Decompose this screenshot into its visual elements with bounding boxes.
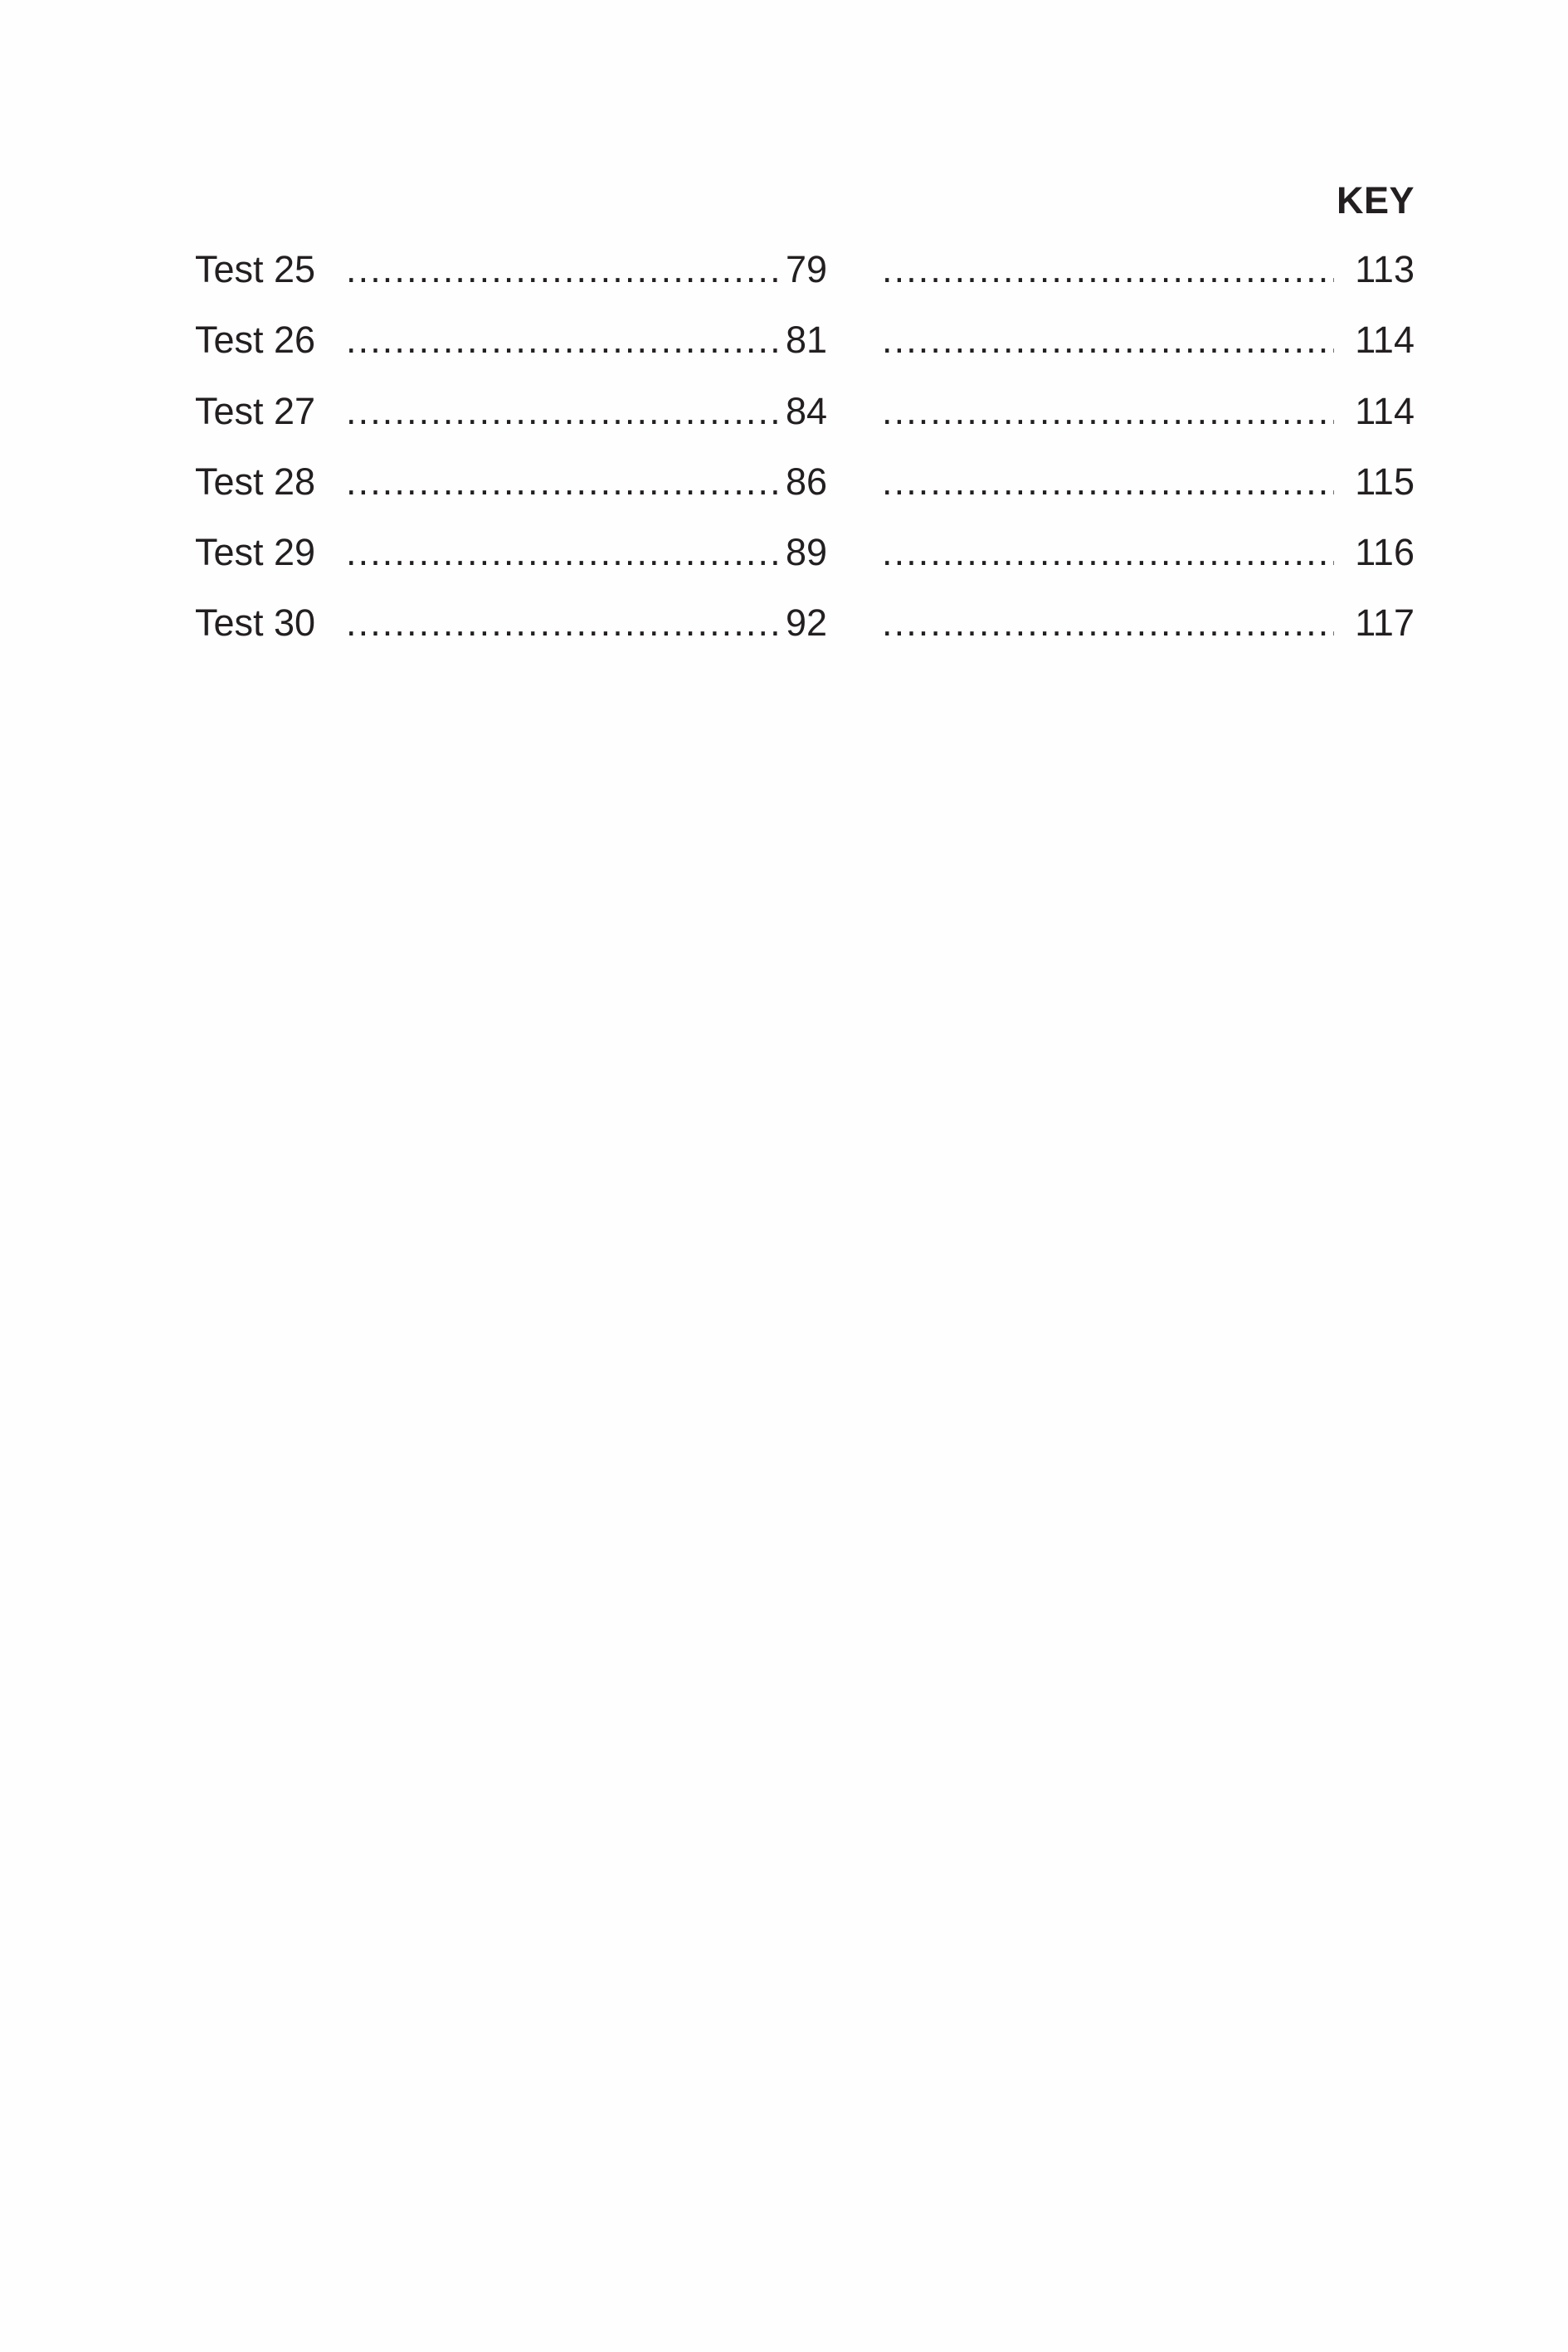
- toc-entry: [195, 598, 1415, 669]
- test-page-number: 84: [786, 389, 828, 432]
- key-page-number: 115: [1355, 460, 1415, 503]
- test-label: Test 28: [195, 460, 316, 503]
- key-page-number: 113: [1355, 248, 1415, 290]
- dot-leader: [346, 387, 781, 436]
- test-label: Test 26: [195, 319, 316, 362]
- key-page-number: 114: [1355, 389, 1415, 432]
- test-label: Test 30: [195, 601, 316, 645]
- toc-entry: [195, 528, 1415, 598]
- key-column-heading: KEY: [1336, 179, 1415, 222]
- test-page-number: 81: [786, 319, 828, 362]
- dot-leader: [882, 387, 1334, 436]
- dot-leader: [882, 528, 1334, 577]
- toc-entry: [195, 457, 1415, 528]
- table-of-contents: [195, 245, 1415, 670]
- test-page-number: 86: [786, 460, 828, 503]
- dot-leader: [346, 245, 781, 295]
- key-page-number: 117: [1355, 601, 1415, 645]
- key-page-number: 114: [1355, 319, 1415, 362]
- dot-leader: [346, 315, 781, 365]
- test-page-number: 79: [786, 248, 828, 290]
- dot-leader: [882, 315, 1334, 365]
- dot-leader: [346, 457, 781, 507]
- test-label: Test 25: [195, 248, 316, 290]
- dot-leader: [882, 245, 1334, 295]
- key-page-number: 116: [1355, 531, 1415, 574]
- test-page-number: 89: [786, 531, 828, 574]
- dot-leader: [882, 598, 1334, 648]
- dot-leader: [882, 457, 1334, 507]
- dot-leader: [346, 528, 781, 577]
- toc-entry: [195, 245, 1415, 315]
- toc-entry: [195, 315, 1415, 386]
- toc-entry: [195, 387, 1415, 457]
- test-label: Test 29: [195, 531, 316, 574]
- test-label: Test 27: [195, 389, 316, 432]
- dot-leader: [346, 598, 781, 648]
- test-page-number: 92: [786, 601, 828, 645]
